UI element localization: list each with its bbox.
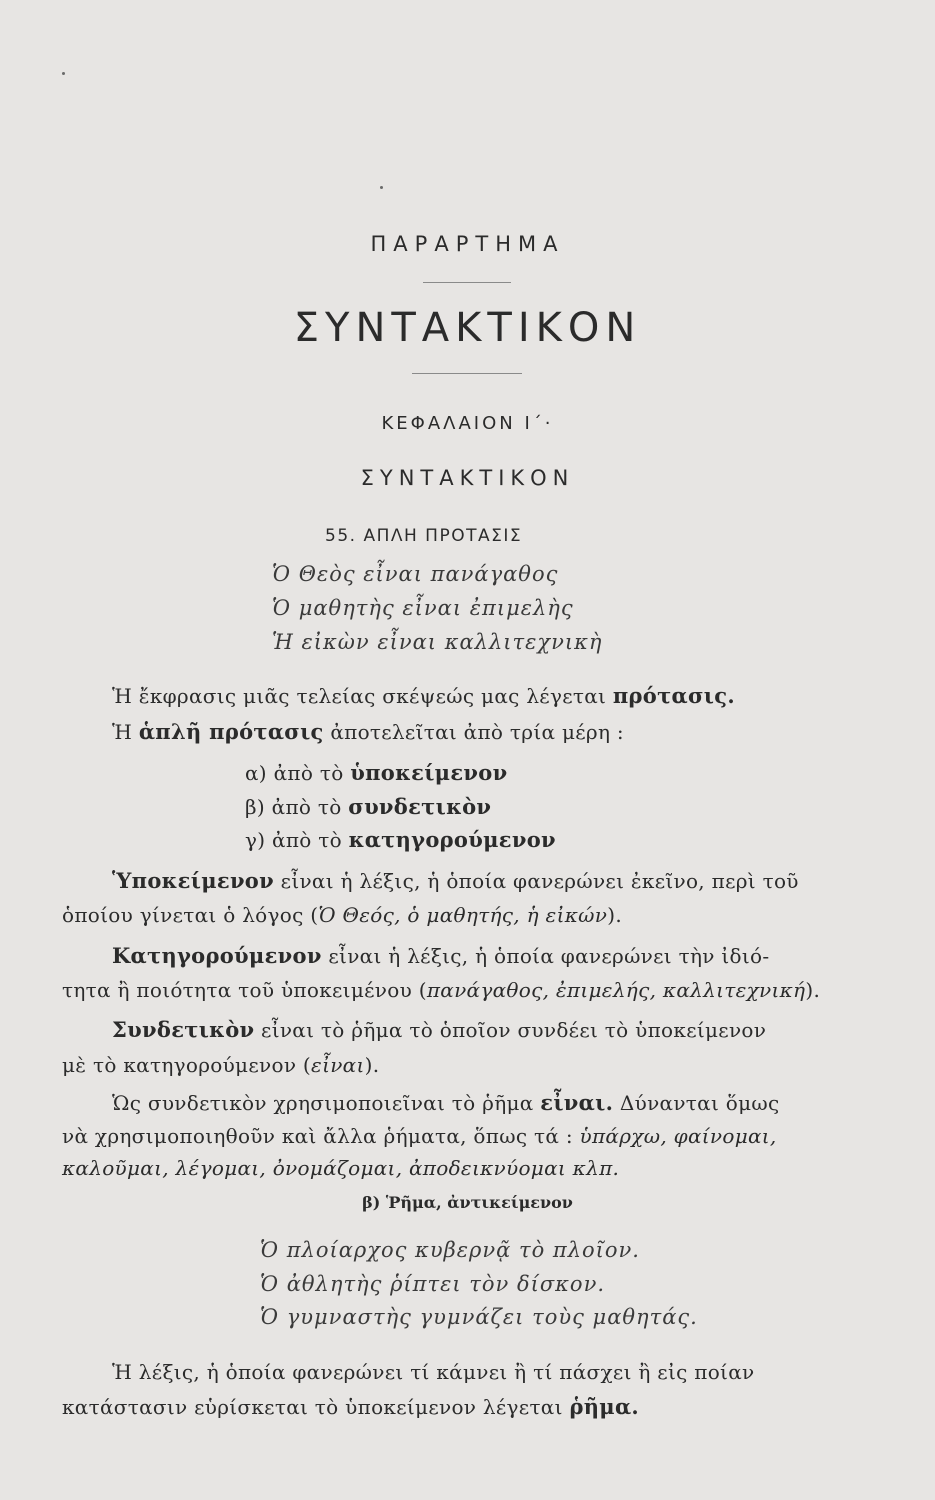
appendix-heading: ΠΑΡΑΡΤΗΜΑ [370,232,565,256]
examples-inline: πανάγαθος, ἐπιμελής, καλλιτεχνική [426,978,806,1002]
part-item [245,794,491,819]
para-lead: Ἡ [112,720,133,744]
page-speck [380,186,383,189]
text: τητα ἢ ποιότητα τοῦ ὑποκειμένου ( [62,978,427,1002]
text: νὰ χρησιμοποιηθοῦν καὶ ἄλλα ῥήματα, ὅπως τά : [62,1124,573,1148]
definition-verb-line2 [62,1394,639,1419]
header-rule-1 [423,282,511,283]
definition-simple-proposition [112,719,624,744]
page-speck [62,72,65,75]
part-item [245,827,556,852]
part-term: συνδετικὸν [348,794,492,819]
example-line: Ὁ ἀθλητὴς ῥίπτει τὸν δίσκον. [260,1272,606,1296]
copula-usage-line2 [62,1124,777,1148]
text: Δύνανται ὅμως [619,1091,780,1115]
definition-subject-line2 [62,903,622,927]
subheading-verb-object: β) Ῥῆμα, ἀντικείμενον [362,1193,573,1212]
part-text: ἀπὸ τὸ [272,828,342,852]
section-heading: ΣΥΝΤΑΚΤΙΚΟΝ [360,466,575,490]
part-text: ἀπὸ τὸ [273,761,344,785]
definition-proposition [112,683,735,708]
definition-copula-line2 [62,1053,379,1077]
text: εἶναι τὸ ῥῆμα τὸ ὁποῖον συνδέει τὸ ὑποκείμενον [261,1018,767,1042]
definition-subject-line1 [112,868,799,893]
text: ). [805,978,821,1002]
para-text: ἀποτελεῖται ἀπὸ τρία μέρη : [330,720,624,744]
example-line: Ὁ Θεὸς εἶναι πανάγαθος [272,562,559,586]
para-text: Ἡ ἔκφρασις μιᾶς τελείας σκέψεώς μας λέγεται [112,684,607,708]
text: ). [607,903,622,927]
text: εἶναι ἡ λέξις, ἡ ὁποία φανερώνει ἐκεῖνο, περὶ τοῦ [280,869,799,893]
text: κατάστασιν εὑρίσκεται τὸ ὑποκείμενον λέγεται [62,1395,563,1419]
examples-inline: Ὁ Θεός, ὁ μαθητής, ἡ εἰκών [318,903,608,927]
text: ). [364,1053,380,1077]
definition-predicate-line2 [62,978,820,1002]
text: εἶναι ἡ λέξις, ἡ ὁποία φανερώνει τὴν ἰδιό- [328,944,770,968]
part-item [245,760,507,785]
copula-usage-line3: καλοῦμαι, λέγομαι, ὀνομάζομαι, ἀποδεικνύομαι κλπ. [62,1156,620,1180]
part-term: ὑποκείμενον [350,760,508,785]
part-term: κατηγορούμενον [348,827,556,852]
term-protasis: πρότασις. [612,683,735,708]
main-title: ΣΥΝΤΑΚΤΙΚΟΝ [293,305,642,351]
text: ὁποίου γίνεται ὁ λόγος ( [62,903,319,927]
term-rima: ῥῆμα. [569,1394,640,1419]
example-line: Ἡ εἰκὼν εἶναι καλλιτεχνικὴ [272,630,603,654]
term-einai: εἶναι. [540,1090,614,1115]
examples-inline: εἶναι [311,1053,365,1077]
copula-usage-line1 [112,1090,780,1115]
part-label: β) [245,795,265,819]
part-label: α) [245,761,267,785]
part-label: γ) [245,828,266,852]
verbs-inline: ὑπάρχω, φαίνομαι, [579,1124,777,1148]
subsection-title: 55. ΑΠΛΗ ΠΡΟΤΑΣΙΣ [325,526,523,546]
term-subject: Ὑποκείμενον [112,868,274,893]
definition-copula-line1 [112,1017,766,1042]
example-line: Ὁ γυμναστὴς γυμνάζει τοὺς μαθητάς. [260,1305,698,1329]
term-copula: Συνδετικὸν [112,1017,255,1042]
term-simple-protasis: ἁπλῆ πρότασις [138,719,324,744]
header-rule-2 [412,373,522,374]
text: μὲ τὸ κατηγορούμενον ( [62,1053,312,1077]
example-line: Ὁ μαθητὴς εἶναι ἐπιμελὴς [272,596,574,620]
term-predicate: Κατηγορούμενον [112,943,322,968]
part-text: ἀπὸ τὸ [271,795,342,819]
chapter-heading: ΚΕΦΑΛΑΙΟΝ Ι΄· [381,413,554,434]
text: Ὡς συνδετικὸν χρησιμοποιεῖναι τὸ ῥῆμα [112,1091,534,1115]
definition-verb-line1: Ἡ λέξις, ἡ ὁποία φανερώνει τί κάμνει ἢ τί πάσχει ἢ εἰς ποίαν [112,1360,755,1384]
definition-predicate-line1 [112,943,769,968]
example-line: Ὁ πλοίαρχος κυβερνᾷ τὸ πλοῖον. [260,1238,640,1262]
